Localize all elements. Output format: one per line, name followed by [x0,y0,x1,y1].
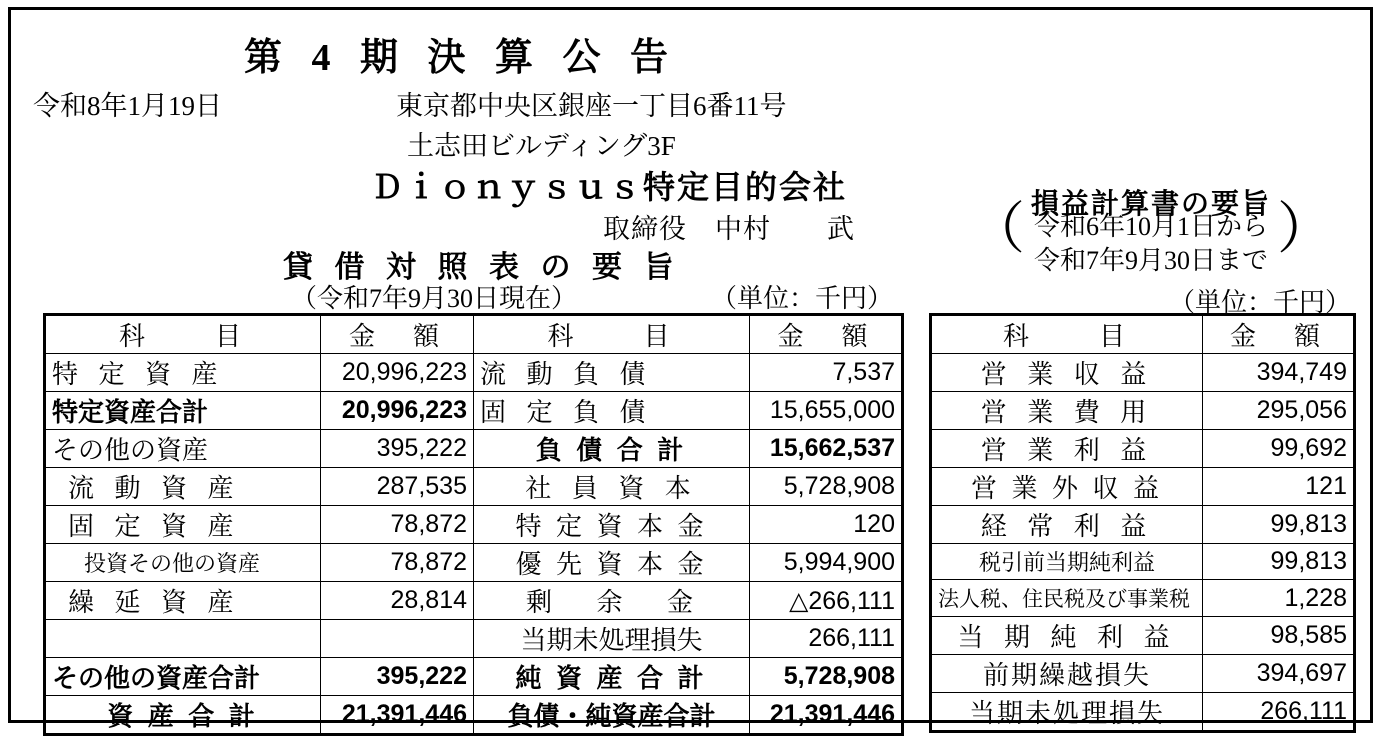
table-row [931,580,1355,617]
balance-sheet-title: 貸 借 対 照 表 の 要 旨 [283,251,681,284]
table-row [45,392,903,430]
table-row [931,506,1355,544]
bs-row-5-value-right: 5,994,900 [750,544,903,582]
pl-row-8-label: 前期繰越損失 [931,655,1203,693]
pl-col-header-account: 科 目 [931,315,1203,354]
table-row [45,658,903,696]
balance-sheet-unit: （単位：千円） [711,284,894,313]
bs-row-7-label-right: 当期未処理損失 [474,620,750,658]
col-header-account-right: 科 目 [474,315,750,354]
pl-row-7-value: 98,585 [1203,617,1355,655]
balance-sheet-subtitle: （令和7年9月30日現在） [291,284,578,313]
pl-row-6-value: 1,228 [1203,580,1355,617]
period-paren-right: ） [1277,199,1333,261]
bs-row-9-label-right: 負債・純資産合計 [474,696,750,735]
pl-row-3-label: 営 業 外 収 益 [931,468,1203,506]
table-row [931,617,1355,655]
bs-row-8-label-right: 純 資 産 合 計 [474,658,750,696]
bs-row-3-value-right: 5,728,908 [750,468,903,506]
col-header-account-left: 科 目 [45,315,321,354]
income-statement-title: 損益計算書の要旨 [1030,189,1271,220]
pl-row-5-label: 税引前当期純利益 [931,544,1203,580]
bs-row-8-value-left: 395,222 [321,658,474,696]
bs-row-1-value-left: 20,996,223 [321,392,474,430]
bs-row-0-value-right: 7,537 [750,354,903,392]
bs-row-2-value-right: 15,662,537 [750,430,903,468]
pl-col-header-amount: 金 額 [1203,315,1355,354]
bs-row-1-label-left: 特定資産合計 [45,392,321,430]
pl-row-4-value: 99,813 [1203,506,1355,544]
bs-row-7-label-left [45,620,321,658]
pl-row-2-value: 99,692 [1203,430,1355,468]
company-name: Ｄｉｏｎｙｓｕｓ特定目的会社 [371,169,848,205]
pl-row-9-value: 266,111 [1203,693,1355,732]
table-header-row [45,315,903,354]
bs-row-3-label-right: 社 員 資 本 [474,468,750,506]
bs-row-7-value-right: 266,111 [750,620,903,658]
table-row [931,544,1355,580]
table-header-row [931,315,1355,354]
bs-row-5-value-left: 78,872 [321,544,474,582]
bs-row-5-label-right: 優 先 資 本 金 [474,544,750,582]
pl-row-9-label: 当期未処理損失 [931,693,1203,732]
table-row [931,693,1355,732]
table-row [45,506,903,544]
table-row [931,468,1355,506]
income-statement-table [929,313,1356,733]
bs-row-0-value-left: 20,996,223 [321,354,474,392]
pl-row-3-value: 121 [1203,468,1355,506]
bs-row-4-value-right: 120 [750,506,903,544]
bs-row-6-label-right: 剰 余 金 [474,582,750,620]
table-row [45,620,903,658]
period-line-1: 令和6年10月1日から [1033,212,1268,241]
pl-row-4-label: 経 常 利 益 [931,506,1203,544]
period-paren-left: （ [969,199,1025,261]
bs-row-9-value-left: 21,391,446 [321,696,474,735]
bs-row-0-label-right: 流 動 負 債 [474,354,750,392]
bs-row-6-label-left: 繰 延 資 産 [45,582,321,620]
bs-row-6-value-right: △266,111 [750,582,903,620]
pl-row-2-label: 営 業 利 益 [931,430,1203,468]
page-title: 第 4 期 決 算 公 告 [243,37,678,79]
bs-row-2-value-left: 395,222 [321,430,474,468]
pl-row-0-value: 394,749 [1203,354,1355,392]
bs-row-5-label-left: 投資その他の資産 [45,544,321,582]
bs-row-2-label-left: その他の資産 [45,430,321,468]
pl-row-1-value: 295,056 [1203,392,1355,430]
bs-row-2-label-right: 負 債 合 計 [474,430,750,468]
table-row [931,655,1355,693]
table-row [931,430,1355,468]
table-row [45,430,903,468]
pl-row-5-value: 99,813 [1203,544,1355,580]
document-frame [8,7,1373,731]
bs-row-6-value-left: 28,814 [321,582,474,620]
bs-row-3-label-left: 流 動 資 産 [45,468,321,506]
table-row [931,392,1355,430]
pl-row-8-value: 394,697 [1203,655,1355,693]
income-statement-unit: （単位：千円） [1168,288,1351,317]
bs-row-4-value-left: 78,872 [321,506,474,544]
bs-row-9-value-right: 21,391,446 [750,696,903,735]
table-row [45,544,903,582]
pl-row-7-label: 当 期 純 利 益 [931,617,1203,655]
bs-row-8-label-left: その他の資産合計 [45,658,321,696]
pl-row-6-label: 法人税、住民税及び事業税 [931,580,1203,617]
bs-row-4-label-right: 特 定 資 本 金 [474,506,750,544]
bs-row-1-value-right: 15,655,000 [750,392,903,430]
bs-row-8-value-right: 5,728,908 [750,658,903,696]
officer-name: 取締役 中村 武 [603,214,855,244]
balance-sheet-table [43,313,904,736]
bs-row-0-label-left: 特 定 資 産 [45,354,321,392]
period-line-2: 令和7年9月30日まで [1033,246,1268,275]
table-row [45,354,903,392]
bs-row-4-label-left: 固 定 資 産 [45,506,321,544]
col-header-amount-right: 金 額 [750,315,903,354]
address-line-2: 土志田ビルディング3F [407,131,676,161]
bs-row-9-label-left: 資 産 合 計 [45,696,321,735]
pl-row-0-label: 営 業 収 益 [931,354,1203,392]
bs-row-3-value-left: 287,535 [321,468,474,506]
table-row [45,468,903,506]
table-row [45,696,903,735]
table-row [931,354,1355,392]
bs-row-1-label-right: 固 定 負 債 [474,392,750,430]
table-row [45,582,903,620]
publication-date: 令和8年1月19日 [33,91,222,121]
pl-row-1-label: 営 業 費 用 [931,392,1203,430]
bs-row-7-value-left [321,620,474,658]
address-line-1: 東京都中央区銀座一丁目6番11号 [396,91,787,121]
col-header-amount-left: 金 額 [321,315,474,354]
